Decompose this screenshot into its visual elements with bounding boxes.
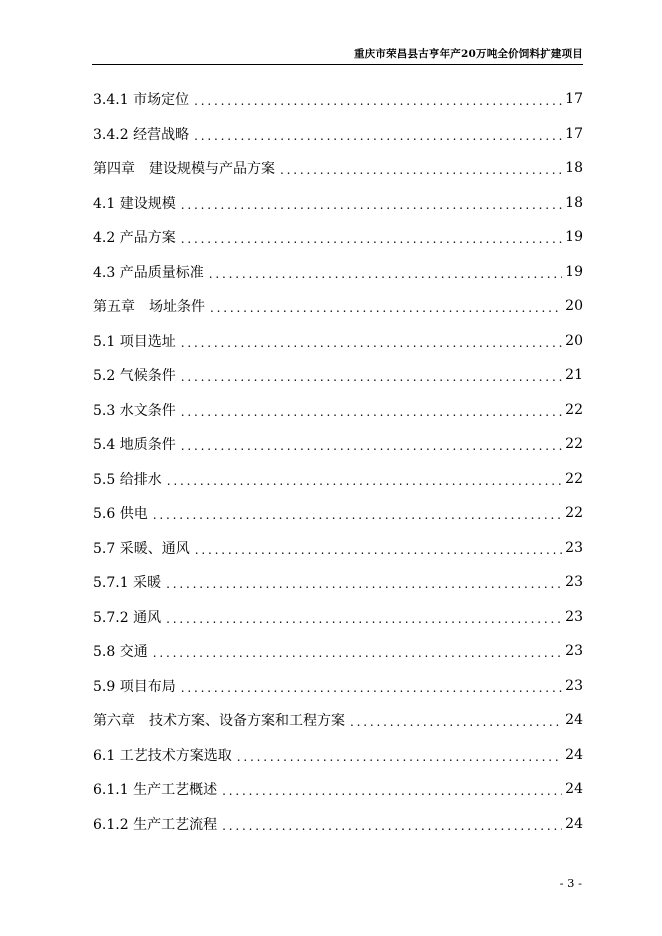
toc-dot-leader	[166, 577, 562, 591]
toc-entry[interactable]	[93, 324, 583, 359]
toc-dot-leader	[350, 715, 562, 729]
toc-entry-label: 5.8 交通	[93, 641, 150, 661]
toc-entry[interactable]	[93, 462, 583, 497]
page-header	[92, 47, 583, 65]
toc-entry[interactable]	[93, 703, 583, 738]
toc-entry-page: 23	[565, 574, 583, 591]
toc-entry-label: 4.1 建设规模	[93, 193, 178, 213]
toc-entry-page: 23	[565, 643, 583, 660]
toc-dot-leader	[237, 750, 562, 764]
toc-entry[interactable]	[93, 738, 583, 773]
toc-dot-leader	[166, 612, 562, 626]
toc-dot-leader	[181, 370, 562, 384]
toc-dot-leader	[209, 267, 562, 281]
toc-entry-page: 19	[565, 263, 583, 280]
toc-entry[interactable]	[93, 634, 583, 669]
toc-entry-page: 19	[565, 229, 583, 246]
toc-entry-label: 5.5 给排水	[93, 469, 164, 489]
toc-entry-label: 5.9 项目布局	[93, 676, 178, 696]
toc-entry-label: 5.1 项目选址	[93, 331, 178, 351]
toc-entry[interactable]	[93, 358, 583, 393]
toc-entry-page: 22	[565, 401, 583, 418]
toc-dot-leader	[194, 129, 562, 143]
toc-entry-label: 6.1.2 生产工艺流程	[93, 814, 219, 834]
toc-entry-label: 4.2 产品方案	[93, 227, 178, 247]
header-title: 重庆市荣昌县古亨年产20万吨全价饲料扩建项目	[353, 48, 583, 60]
toc-entry[interactable]	[93, 565, 583, 600]
toc-entry[interactable]	[93, 289, 583, 324]
toc-entry-page: 22	[565, 470, 583, 487]
toc-entry-page: 24	[565, 815, 583, 832]
toc-entry-label: 5.6 供电	[93, 503, 150, 523]
toc-dot-leader	[181, 439, 562, 453]
toc-dot-leader	[210, 301, 562, 315]
toc-entry-label: 4.3 产品质量标准	[93, 262, 206, 282]
toc-entry-label: 5.7.2 通风	[93, 607, 163, 627]
toc-dot-leader	[222, 819, 562, 833]
toc-entry[interactable]	[93, 772, 583, 807]
toc-dot-leader	[222, 784, 562, 798]
toc-dot-leader	[153, 646, 562, 660]
toc-entry-page: 22	[565, 505, 583, 522]
toc-entry-page: 22	[565, 436, 583, 453]
toc-entry-page: 20	[565, 332, 583, 349]
toc-dot-leader	[181, 232, 562, 246]
toc-dot-leader	[181, 336, 562, 350]
toc-entry-page: 20	[565, 298, 583, 315]
toc-dot-leader	[167, 474, 562, 488]
toc-entry-page: 18	[565, 160, 583, 177]
toc-entry[interactable]	[93, 151, 583, 186]
toc-entry[interactable]	[93, 669, 583, 704]
toc-dot-leader	[280, 163, 562, 177]
toc-entry[interactable]	[93, 496, 583, 531]
page-number: - 3 -	[559, 876, 582, 890]
toc-entry-page: 17	[565, 125, 583, 142]
toc-entry-label: 6.1.1 生产工艺概述	[93, 779, 219, 799]
toc-dot-leader	[153, 508, 562, 522]
toc-entry[interactable]	[93, 393, 583, 428]
toc-entry-page: 18	[565, 194, 583, 211]
toc-entry[interactable]	[93, 531, 583, 566]
toc-entry-page: 24	[565, 781, 583, 798]
toc-entry-page: 24	[565, 712, 583, 729]
toc-entry[interactable]	[93, 186, 583, 221]
toc-entry[interactable]	[93, 600, 583, 635]
toc-entry-page: 23	[565, 608, 583, 625]
toc-entry-label: 3.4.2 经营战略	[93, 124, 191, 144]
toc-entry-label: 第五章 场址条件	[93, 296, 207, 316]
toc-dot-leader	[181, 681, 562, 695]
toc-entry-page: 21	[565, 367, 583, 384]
toc-entry[interactable]	[93, 117, 583, 152]
toc-dot-leader	[194, 94, 562, 108]
toc-entry[interactable]	[93, 82, 583, 117]
toc-entry-label: 5.7.1 采暖	[93, 572, 163, 592]
toc-entry-label: 6.1 工艺技术方案选取	[93, 745, 234, 765]
toc-entry-label: 第四章 建设规模与产品方案	[93, 158, 277, 178]
toc-entry-page: 17	[565, 91, 583, 108]
toc-entry-page: 24	[565, 746, 583, 763]
toc-entry-label: 3.4.1 市场定位	[93, 89, 191, 109]
toc-dot-leader	[181, 198, 562, 212]
toc-entry-label: 5.3 水文条件	[93, 400, 178, 420]
toc-dot-leader	[181, 405, 562, 419]
toc-entry-page: 23	[565, 677, 583, 694]
toc-entry[interactable]	[93, 427, 583, 462]
toc-entry[interactable]	[93, 255, 583, 290]
toc-entry-label: 5.2 气候条件	[93, 365, 178, 385]
toc-entry-label: 5.4 地质条件	[93, 434, 178, 454]
toc-dot-leader	[195, 543, 562, 557]
toc-entry-label: 第六章 技术方案、设备方案和工程方案	[93, 710, 347, 730]
toc-entry-page: 23	[565, 539, 583, 556]
table-of-contents	[93, 82, 583, 841]
toc-entry[interactable]	[93, 807, 583, 842]
toc-entry[interactable]	[93, 220, 583, 255]
toc-entry-label: 5.7 采暖、通风	[93, 538, 192, 558]
